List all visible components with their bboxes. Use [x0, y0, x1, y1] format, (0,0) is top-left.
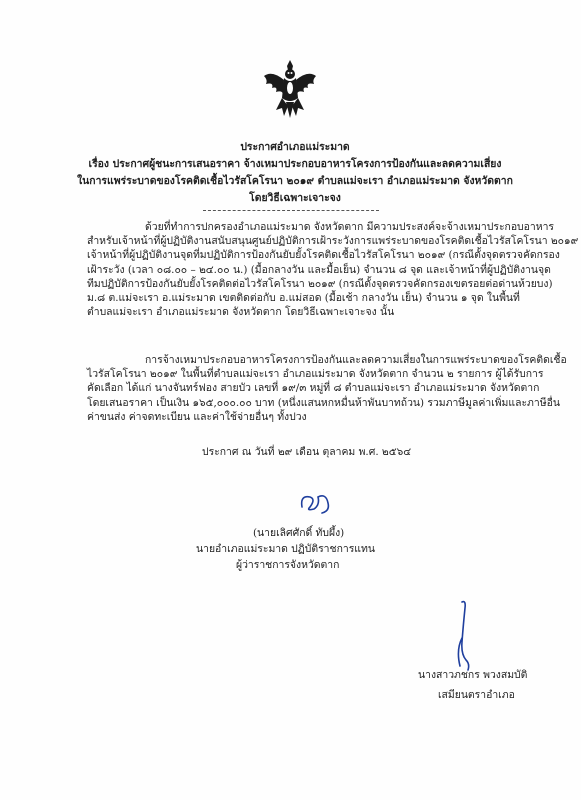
- subject-line-3: โดยวิธีเฉพาะเจาะจง: [249, 192, 341, 204]
- signatory-position: นายอำเภอแม่ระมาด ปฏิบัติราชการแทน: [196, 543, 375, 555]
- paragraph-line: ไวรัสโคโรนา ๒๐๑๙ ในพื้นที่ตำบลแม่จะเรา อำเภอแม่ระมาด จังหวัดตาก จำนวน ๒ รายการ ผู้ได้รับการ: [87, 368, 544, 381]
- announcement-date: ประกาศ ณ วันที่ ๒๙ เดือน ตุลาคม พ.ศ. ๒๕๖๔: [202, 446, 412, 458]
- signatory-position-2: ผู้ว่าราชการจังหวัดตาก: [236, 559, 340, 571]
- subject-line-2: ในการแพร่ระบาดของโรคติดเชื้อไวรัสโคโรนา ๒๐๑๙ ตำบลแม่จะเรา อำเภอแม่ระมาด จังหวัดตาก: [77, 175, 513, 187]
- paragraph-line: สำหรับเจ้าหน้าที่ผู้ปฏิบัติงานสนับสนุนศูนย์ปฏิบัติการเฝ้าระวังการแพร่ระบาดของโรคติดเชื้อไวรัสโคโรนา ๒๐๑๙: [87, 235, 579, 248]
- paragraph-line: เฝ้าระวัง (เวลา ๐๘.๐๐ – ๒๔.๐๐ น.) (มื้อกลางวัน และมื้อเย็น) จำนวน ๘ จุด และเจ้าหน้าที่ผู้ปฏิบัติงานจุด: [87, 263, 551, 276]
- paragraph-line: ค่าขนส่ง ค่าจดทะเบียน และค่าใช้จ่ายอื่นๆ ทั้งปวง: [87, 410, 307, 423]
- paragraph-line: ม.๘ ต.แม่จะเรา อ.แม่ระมาด เขตติดต่อกับ อ.แม่สอด (มื้อเช้า กลางวัน เย็น) จำนวน ๑ จุด ในพื้นที่: [87, 292, 520, 305]
- subject-line-1: เรื่อง ประกาศผู้ชนะการเสนอราคา จ้างเหมาประกอบอาหารโครงการป้องกันและลดความเสี่ยง: [88, 158, 502, 170]
- issuer-title: ประกาศอำเภอแม่ระมาด: [240, 141, 350, 153]
- district-chief-signature: [296, 485, 340, 517]
- paragraph-line: ตำบลแม่จะเรา อำเภอแม่ระมาด จังหวัดตาก โดยวิธีเฉพาะเจาะจง นั้น: [87, 306, 395, 319]
- body-paragraph-2: [87, 353, 567, 424]
- signatory-name: (นายเลิศศักดิ์ ทับผึ้ง): [253, 527, 345, 539]
- clerk-signature: [448, 598, 488, 678]
- body-paragraph-1: [87, 220, 579, 319]
- clerk-name: นางสาวภชกร พวงสมบัติ: [418, 669, 528, 681]
- paragraph-line: โดยเสนอราคา เป็นเงิน ๑๖๕,๐๐๐.๐๐ บาท (หนึ่งแสนหกหมื่นห้าพันบาทถ้วน) รวมภาษีมูลค่าเพิ่มและภาษีอื่น: [87, 396, 560, 409]
- paragraph-line: การจ้างเหมาประกอบอาหารโครงการป้องกันและลดความเสี่ยงในการแพร่ระบาดของโรคติดเชื้อ: [145, 354, 567, 366]
- paragraph-line: เจ้าหน้าที่ผู้ปฏิบัติงานจุดที่มปฏิบัติการป้องกันยับยั้งโรคติดเชื้อไวรัสโคโรนา ๒๐๑๙ (กรณีตั้งจุดตรวจคัดกรอง: [87, 249, 560, 262]
- paragraph-line: ทีมปฏิบัติการป้องกันยับยั้งโรคติดต่อไวรัสโคโรนา ๒๐๑๙ (กรณีตั้งจุดตรวจคัดกรองเขตรอยต่อด่านห้วยบง): [87, 277, 553, 290]
- clerk-position: เสมียนตราอำเภอ: [438, 689, 515, 701]
- paragraph-line: คัดเลือก ได้แก่ นางจันทร์ฟอง สายบัว เลขที่ ๑๙/๓ หมู่ที่ ๘ ตำบลแม่จะเรา อำเภอแม่ระมาด จังหวัดตาก: [87, 382, 540, 395]
- header-divider: [203, 210, 379, 211]
- garuda-emblem-icon: [262, 58, 318, 120]
- paragraph-line: ด้วยที่ทำการปกครองอำเภอแม่ระมาด จังหวัดตาก มีความประสงค์จะจ้างเหมาประกอบอาหาร: [145, 221, 554, 233]
